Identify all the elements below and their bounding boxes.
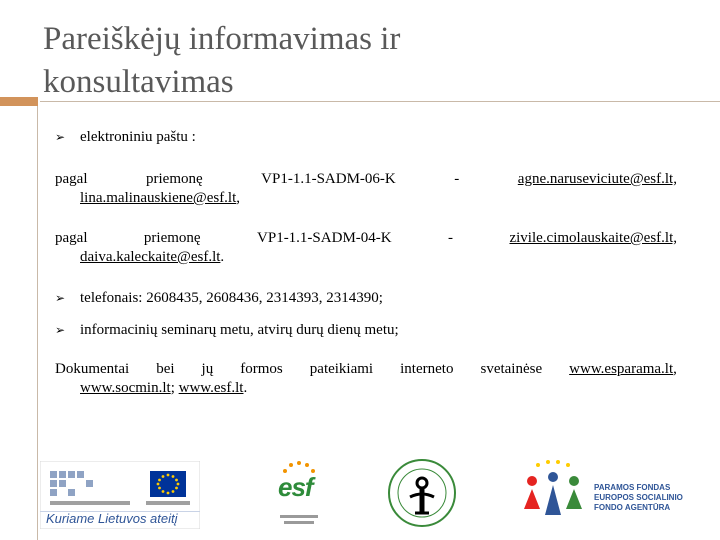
bullet-seminars-text: informacinių seminarų metu, atvirų durų dienų metu; (80, 322, 399, 338)
arrow-bullet-icon: ➢ (55, 130, 66, 144)
title-accent-bar (0, 97, 38, 106)
documents-word: Dokumentai (55, 361, 130, 377)
documents-word: jų (201, 361, 214, 377)
measure1-comma: , (236, 190, 241, 206)
documents-comma: , (673, 361, 677, 377)
email-link-agne[interactable]: agne.naruseviciute@esf.lt, (517, 171, 677, 187)
equality-seal-logo (382, 457, 462, 529)
agency-name-line2: EUROPOS SOCIALINIO (594, 493, 683, 502)
documents-word: svetainėse (480, 361, 543, 377)
measure1-priemone: priemonę (146, 171, 203, 187)
link-socmin[interactable]: www.socmin.lt (80, 380, 171, 396)
slide-title: Pareiškėjų informavimas ir konsultavimas (43, 21, 401, 100)
bullet-email-text: elektroniniu paštu : (80, 129, 196, 145)
agency-people-graphic (518, 459, 588, 529)
equality-seal-graphic (382, 457, 462, 529)
link-esparama[interactable]: www.esparama.lt (569, 361, 674, 377)
arrow-bullet-icon: ➢ (55, 323, 66, 337)
measure1-pagal: pagal (55, 171, 88, 187)
logos-footer (0, 455, 720, 530)
title-divider (40, 101, 720, 102)
email-link-zivile[interactable]: zivile.cimolauskaite@esf.lt, (509, 230, 677, 246)
measure1-paragraph (55, 170, 677, 208)
agency-name-line3: FONDO AGENTŪRA (594, 503, 671, 512)
ministry-slogan: Kuriame Lietuvos ateitį (46, 511, 178, 526)
documents-word: pateikiami (309, 361, 374, 377)
ministry-eu-logo (40, 461, 200, 529)
measure2-priemone: priemonę (143, 230, 201, 246)
esf-logo (272, 457, 326, 529)
documents-word: formos (240, 361, 283, 377)
esf-logo-text: esf (278, 472, 313, 502)
documents-separator: ; (170, 380, 179, 396)
agency-logo (518, 459, 688, 529)
agency-name-line1: PARAMOS FONDAS (594, 483, 671, 492)
arrow-bullet-icon: ➢ (55, 291, 66, 305)
measure2-dash: - (448, 230, 454, 246)
measure2-code: VP1-1.1-SADM-04-K (257, 230, 392, 246)
measure1-code: VP1-1.1-SADM-06-K (261, 171, 396, 187)
documents-paragraph (55, 360, 677, 398)
measure2-paragraph (55, 229, 677, 267)
measure2-pagal: pagal (55, 230, 88, 246)
documents-word: bei (156, 361, 175, 377)
email-link-daiva[interactable]: daiva.kaleckaite@esf.lt (80, 249, 221, 265)
link-esf[interactable]: www.esf.lt (178, 380, 244, 396)
measure1-dash: - (454, 171, 460, 187)
bullet-phone-text: telefonais: 2608435, 2608436, 2314393, 2314390; (80, 290, 383, 306)
documents-end: . (243, 380, 248, 396)
email-link-lina[interactable]: lina.malinauskiene@esf.lt (80, 190, 237, 206)
documents-word: interneto (400, 361, 454, 377)
measure2-dot: . (220, 249, 225, 265)
